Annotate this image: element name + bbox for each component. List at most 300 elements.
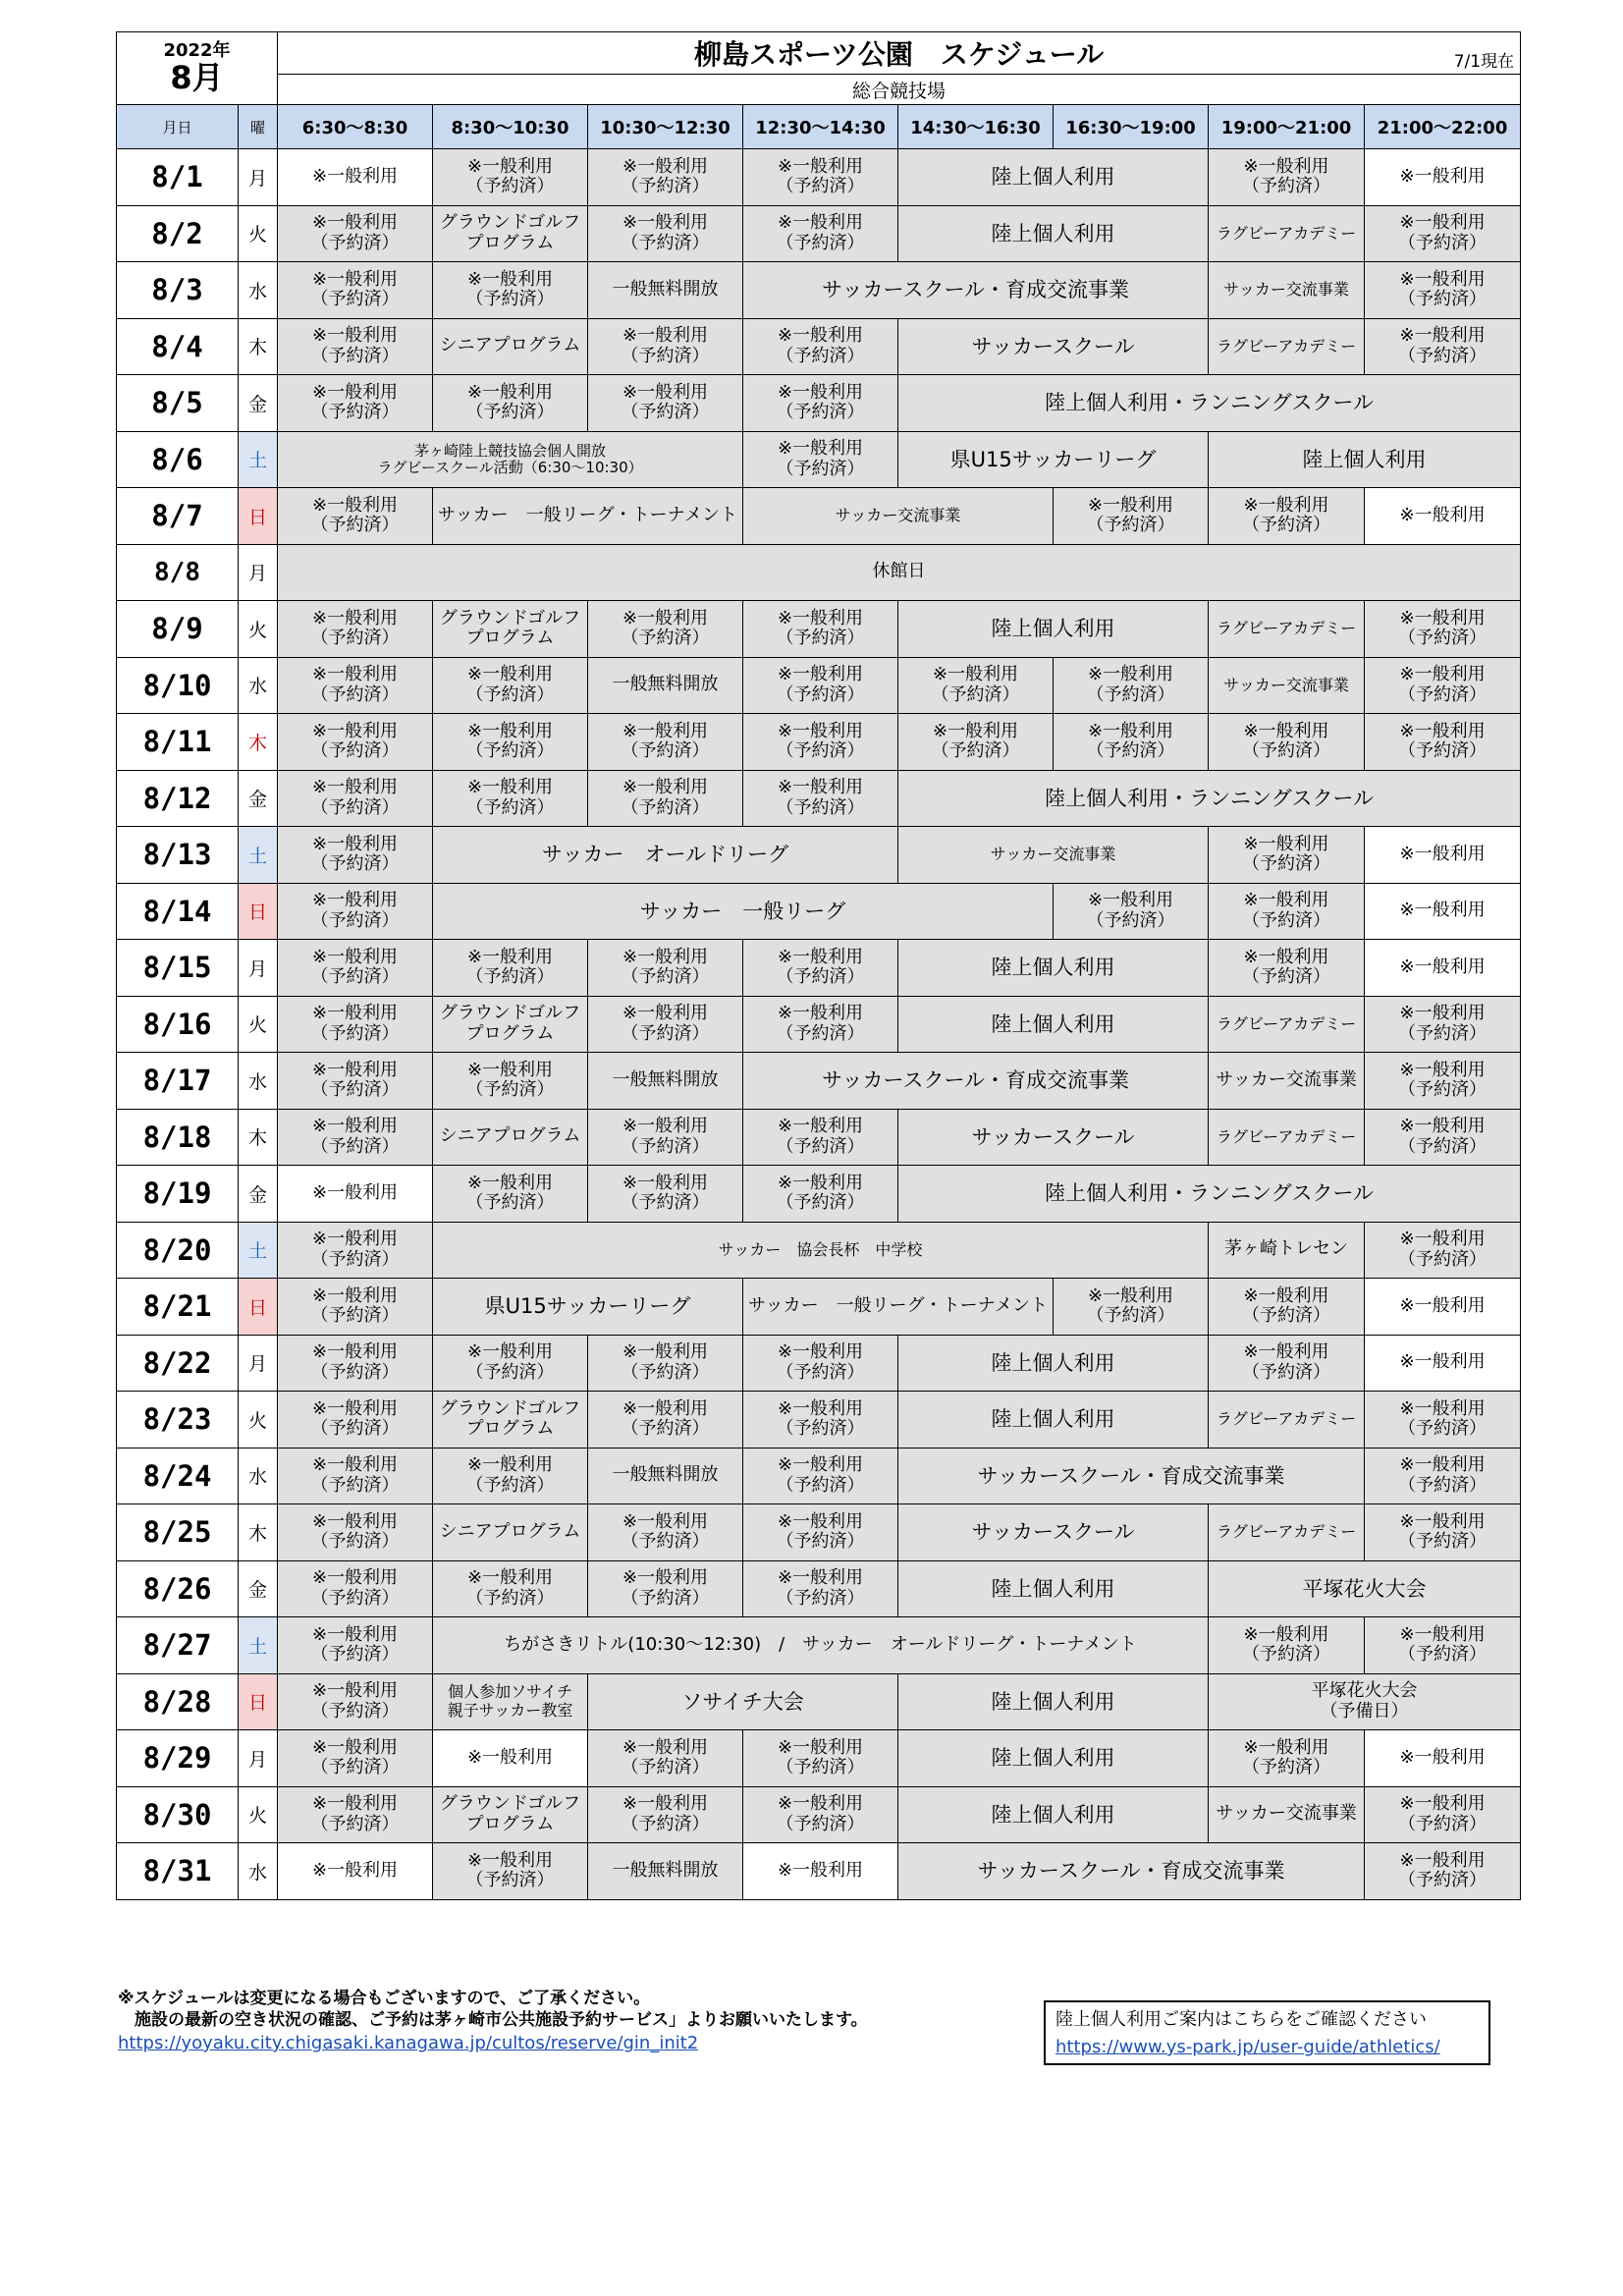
- booking-cell: [743, 1560, 898, 1617]
- booking-text: サッカー 協会長杯 中学校: [718, 1239, 923, 1259]
- booking-cell: [1209, 1335, 1365, 1392]
- booking-text: （予約済）: [621, 1757, 710, 1778]
- booking-cell: [743, 1392, 898, 1449]
- date-cell: 8/18: [117, 1109, 239, 1166]
- date-cell: 8/11: [117, 714, 239, 771]
- booking-text: グラウンドゴルフ: [439, 1003, 581, 1024]
- booking-cell: [1365, 1504, 1521, 1561]
- booking-text: サッカースクール・育成交流事業: [821, 1068, 1130, 1093]
- booking-cell: [1365, 149, 1521, 206]
- booking-text: 一般無料開放: [612, 1859, 719, 1881]
- booking-text: 陸上個人利用: [991, 1350, 1115, 1375]
- booking-text: ラグビーアカデミー: [1216, 336, 1357, 355]
- date-cell: 8/3: [117, 262, 239, 319]
- booking-text: （予約済）: [310, 683, 400, 705]
- booking-cell: [743, 262, 1209, 319]
- booking-text: ※一般利用: [311, 890, 399, 911]
- schedule-row: [117, 1673, 1521, 1730]
- booking-text: （予約済）: [776, 1022, 865, 1044]
- booking-text: 休館日: [872, 561, 926, 582]
- booking-text: ※一般利用: [466, 381, 554, 403]
- booking-cell: [433, 205, 588, 262]
- booking-text: （予約済）: [776, 1418, 865, 1440]
- booking-text: ※一般利用: [311, 1680, 399, 1702]
- booking-cell: [433, 1166, 588, 1223]
- booking-text: ※一般利用: [622, 1116, 709, 1137]
- booking-cell: [278, 1109, 433, 1166]
- booking-text: ※一般利用: [1243, 1341, 1329, 1363]
- booking-text: 陸上個人利用: [991, 165, 1115, 190]
- booking-text: ※一般利用: [622, 1793, 709, 1815]
- booking-cell: [1209, 1786, 1365, 1843]
- booking-text: （予約済）: [310, 628, 400, 649]
- schedule-row: [117, 770, 1521, 827]
- booking-cell: [1365, 1843, 1521, 1900]
- booking-cell: [1365, 601, 1521, 658]
- booking-text: （予約済）: [310, 853, 400, 875]
- booking-cell: [898, 1673, 1209, 1730]
- booking-cell: [278, 544, 1521, 601]
- booking-text: ※一般利用: [1243, 890, 1329, 911]
- booking-cell: [898, 149, 1209, 206]
- booking-cell: [588, 1843, 743, 1900]
- booking-cell: [278, 1222, 433, 1279]
- weekday-column-header: 曜: [239, 105, 278, 149]
- booking-cell: [1365, 1392, 1521, 1449]
- schedule-row: [117, 1448, 1521, 1504]
- booking-text: ※一般利用: [777, 946, 864, 967]
- booking-text: ※一般利用: [466, 720, 554, 741]
- weekday-cell: 水: [239, 657, 278, 714]
- booking-text: ※一般利用: [311, 381, 399, 403]
- booking-text: ※一般利用: [1399, 1059, 1486, 1080]
- booking-text: ※一般利用: [311, 1793, 399, 1815]
- booking-text: （予約済）: [776, 1361, 865, 1383]
- booking-text: ※一般利用: [466, 268, 554, 290]
- booking-text: ※一般利用: [1399, 325, 1486, 347]
- booking-text: ※一般利用: [622, 1003, 709, 1024]
- booking-cell: [743, 1448, 898, 1504]
- booking-cell: [1365, 996, 1521, 1053]
- booking-text: （予約済）: [621, 1135, 710, 1157]
- schedule-row: [117, 1504, 1521, 1561]
- schedule-row: [117, 1617, 1521, 1674]
- date-cell: 8/1: [117, 149, 239, 206]
- booking-text: （予約済）: [310, 1757, 400, 1778]
- booking-text: （予約済）: [310, 1135, 400, 1157]
- booking-text: ※一般利用: [777, 212, 864, 234]
- booking-cell: [278, 1335, 433, 1392]
- weekday-cell: 金: [239, 1166, 278, 1223]
- booking-text: （予約済）: [621, 176, 710, 197]
- booking-cell: [1209, 657, 1365, 714]
- booking-text: ※一般利用: [466, 1746, 554, 1768]
- booking-text: ※一般利用: [311, 777, 399, 798]
- booking-text: シニアプログラム: [439, 1520, 581, 1542]
- booking-cell: [588, 1166, 743, 1223]
- booking-text: （予約済）: [621, 796, 710, 818]
- booking-text: （予約済）: [310, 1418, 400, 1440]
- booking-text: ちがさきリトル(10:30～12:30) / サッカー オールドリーグ・トーナメント: [504, 1633, 1137, 1655]
- booking-cell: [588, 1786, 743, 1843]
- booking-cell: [1209, 1617, 1365, 1674]
- booking-text: （予約済）: [310, 402, 400, 423]
- booking-text: ※一般利用: [1087, 494, 1174, 516]
- booking-text: ※一般利用: [311, 165, 399, 187]
- booking-cell: [743, 714, 898, 771]
- booking-text: 茅ヶ崎陸上競技協会個人開放: [414, 441, 607, 460]
- booking-cell: [278, 488, 433, 545]
- booking-text: （予約済）: [1398, 1474, 1488, 1496]
- schedule-row: [117, 318, 1521, 375]
- booking-text: ラグビーアカデミー: [1216, 1013, 1357, 1033]
- booking-cell: [433, 1279, 743, 1336]
- booking-cell: [743, 488, 1054, 545]
- booking-text: プログラム: [465, 1418, 555, 1440]
- booking-text: （予約済）: [776, 1587, 865, 1609]
- booking-text: ※一般利用: [622, 325, 709, 347]
- booking-text: ※一般利用: [311, 1510, 399, 1532]
- booking-text: （予約済）: [465, 1870, 555, 1891]
- schedule-row: [117, 431, 1521, 488]
- booking-text: ラグビーアカデミー: [1216, 1522, 1357, 1542]
- booking-text: 陸上個人利用: [991, 1802, 1115, 1827]
- booking-text: （予約済）: [310, 1587, 400, 1609]
- booking-cell: [1365, 1222, 1521, 1279]
- booking-cell: [743, 996, 898, 1053]
- weekday-cell: 土: [239, 431, 278, 488]
- booking-text: （予約済）: [310, 1531, 400, 1553]
- booking-text: （予約済）: [1398, 1531, 1488, 1553]
- booking-text: （予約済）: [1242, 1757, 1331, 1778]
- booking-text: （予備日）: [1320, 1700, 1409, 1722]
- date-cell: 8/6: [117, 431, 239, 488]
- weekday-cell: 水: [239, 262, 278, 319]
- booking-text: ※一般利用: [466, 1059, 554, 1080]
- booking-cell: [433, 883, 1054, 940]
- booking-cell: [1365, 1335, 1521, 1392]
- booking-text: ※一般利用: [311, 1623, 399, 1645]
- booking-cell: [1365, 1786, 1521, 1843]
- booking-text: 陸上個人利用: [991, 1011, 1115, 1036]
- booking-cell: [433, 318, 588, 375]
- booking-text: （予約済）: [776, 232, 865, 253]
- booking-text: ※一般利用: [466, 155, 554, 177]
- booking-cell: [433, 262, 588, 319]
- booking-text: ※一般利用: [777, 1397, 864, 1419]
- booking-cell: [588, 770, 743, 827]
- booking-text: サッカースクール: [971, 1520, 1135, 1545]
- booking-cell: [1209, 431, 1521, 488]
- booking-text: （予約済）: [1086, 740, 1175, 762]
- booking-text: （予約済）: [1398, 628, 1488, 649]
- booking-cell: [743, 1279, 1054, 1336]
- date-cell: 8/15: [117, 940, 239, 997]
- as-of-date: 7/1現在: [1453, 52, 1515, 72]
- date-cell: 8/12: [117, 770, 239, 827]
- booking-text: （予約済）: [776, 1192, 865, 1214]
- booking-text: サッカー交流事業: [1216, 1068, 1357, 1090]
- booking-cell: [1365, 883, 1521, 940]
- booking-text: 陸上個人利用: [991, 956, 1115, 980]
- booking-cell: [1365, 1730, 1521, 1787]
- athletics-info-link[interactable]: https://www.ys-park.jp/user-guide/athletics/: [1055, 2037, 1440, 2057]
- booking-text: サッカー オールドリーグ: [541, 843, 789, 867]
- booking-cell: [1365, 205, 1521, 262]
- booking-text: 一般無料開放: [612, 1464, 719, 1486]
- booking-cell: [898, 375, 1521, 432]
- booking-text: 県U15サッカーリーグ: [484, 1294, 691, 1319]
- booking-cell: [898, 940, 1209, 997]
- booking-cell: [1365, 657, 1521, 714]
- date-cell: 8/28: [117, 1673, 239, 1730]
- booking-cell: [278, 1166, 433, 1223]
- weekday-cell: 日: [239, 488, 278, 545]
- reservation-link[interactable]: https://yoyaku.city.chigasaki.kanagawa.jp/cultos/reserve/gin_init2: [118, 2033, 699, 2053]
- date-cell: 8/23: [117, 1392, 239, 1449]
- booking-text: ※一般利用: [1399, 1397, 1486, 1419]
- booking-cell: [1054, 883, 1209, 940]
- booking-text: （予約済）: [465, 402, 555, 423]
- booking-cell: [1054, 714, 1209, 771]
- schedule-row: [117, 714, 1521, 771]
- booking-text: （予約済）: [1086, 515, 1175, 536]
- date-cell: 8/14: [117, 883, 239, 940]
- booking-cell: [898, 1560, 1209, 1617]
- schedule-row: [117, 262, 1521, 319]
- booking-text: ※一般利用: [311, 1567, 399, 1589]
- booking-text: （予約済）: [621, 402, 710, 423]
- booking-text: ※一般利用: [622, 212, 709, 234]
- booking-cell: [1209, 1053, 1365, 1110]
- booking-cell: [433, 1504, 588, 1561]
- booking-cell: [433, 1222, 1209, 1279]
- booking-text: （予約済）: [1086, 683, 1175, 705]
- date-column-header: 月日: [117, 105, 239, 149]
- booking-text: サッカースクール・育成交流事業: [821, 278, 1130, 302]
- booking-text: ※一般利用: [466, 1172, 554, 1193]
- booking-text: （予約済）: [310, 515, 400, 536]
- booking-cell: [898, 996, 1209, 1053]
- year-label: 2022年: [163, 40, 231, 61]
- booking-text: （予約済）: [1398, 1079, 1488, 1101]
- booking-cell: [433, 1786, 588, 1843]
- booking-cell: [1365, 714, 1521, 771]
- schedule-row: [117, 657, 1521, 714]
- booking-text: シニアプログラム: [439, 335, 581, 356]
- booking-text: ※一般利用: [311, 664, 399, 685]
- schedule-row: [117, 1392, 1521, 1449]
- booking-text: （予約済）: [776, 458, 865, 479]
- booking-cell: [433, 940, 588, 997]
- booking-text: ※一般利用: [622, 1736, 709, 1758]
- booking-cell: [898, 714, 1054, 771]
- booking-cell: [1209, 1730, 1365, 1787]
- schedule-row: [117, 205, 1521, 262]
- booking-text: ※一般利用: [777, 438, 864, 460]
- weekday-cell: 土: [239, 1617, 278, 1674]
- schedule-table: [116, 31, 1521, 1900]
- time-slot-header: 19:00～21:00: [1209, 105, 1365, 149]
- booking-text: （予約済）: [1398, 1813, 1488, 1834]
- booking-cell: [278, 205, 433, 262]
- date-cell: 8/20: [117, 1222, 239, 1279]
- booking-text: ※一般利用: [1243, 494, 1329, 516]
- weekday-cell: 日: [239, 1673, 278, 1730]
- booking-cell: [433, 1617, 1209, 1674]
- column-header-row: [117, 105, 1521, 149]
- booking-cell: [898, 318, 1209, 375]
- booking-text: ※一般利用: [777, 1454, 864, 1476]
- booking-text: サッカースクール: [971, 1124, 1135, 1149]
- booking-text: ※一般利用: [777, 720, 864, 741]
- booking-cell: [743, 1335, 898, 1392]
- booking-cell: [278, 714, 433, 771]
- booking-cell: [898, 1392, 1209, 1449]
- date-cell: 8/24: [117, 1448, 239, 1504]
- time-slot-header: 14:30～16:30: [898, 105, 1054, 149]
- booking-text: （予約済）: [931, 740, 1020, 762]
- booking-text: ※一般利用: [311, 607, 399, 629]
- booking-text: （予約済）: [465, 966, 555, 988]
- booking-cell: [278, 1786, 433, 1843]
- booking-cell: [1365, 827, 1521, 884]
- booking-text: ※一般利用: [777, 1172, 864, 1193]
- booking-cell: [588, 940, 743, 997]
- booking-cell: [1365, 1448, 1521, 1504]
- booking-text: （予約済）: [465, 1474, 555, 1496]
- booking-text: （予約済）: [465, 1192, 555, 1214]
- date-cell: 8/31: [117, 1843, 239, 1900]
- booking-cell: [1365, 262, 1521, 319]
- weekday-cell: 火: [239, 1786, 278, 1843]
- booking-cell: [278, 827, 433, 884]
- booking-text: ラグビースクール活動（6:30～10:30）: [377, 458, 643, 476]
- booking-cell: [433, 1730, 588, 1787]
- schedule-row: [117, 883, 1521, 940]
- booking-cell: [433, 601, 588, 658]
- booking-text: （予約済）: [776, 1757, 865, 1778]
- booking-text: （予約済）: [621, 1418, 710, 1440]
- booking-text: ※一般利用: [777, 1793, 864, 1815]
- booking-text: （予約済）: [1398, 289, 1488, 310]
- booking-cell: [278, 318, 433, 375]
- booking-cell: [433, 488, 743, 545]
- date-cell: 8/22: [117, 1335, 239, 1392]
- weekday-cell: 土: [239, 827, 278, 884]
- booking-text: ※一般利用: [311, 1116, 399, 1137]
- booking-text: ラグビーアカデミー: [1216, 223, 1357, 243]
- booking-text: （予約済）: [1398, 232, 1488, 253]
- footnote-line-2: 施設の最新の空き状況の確認、ご予約は茅ヶ崎市公共施設予約サービス」よりお願いいたします。: [118, 2010, 868, 2030]
- booking-cell: [1209, 205, 1365, 262]
- booking-text: サッカー 一般リーグ・トーナメント: [748, 1294, 1048, 1316]
- booking-text: （予約済）: [465, 289, 555, 310]
- booking-cell: [588, 601, 743, 658]
- athletics-info-box: [1044, 2000, 1490, 2065]
- booking-text: ※一般利用: [622, 1510, 709, 1532]
- booking-text: （予約済）: [1398, 683, 1488, 705]
- booking-text: ※一般利用: [1399, 956, 1486, 977]
- booking-cell: [743, 1166, 898, 1223]
- date-cell: 8/9: [117, 601, 239, 658]
- booking-text: グラウンドゴルフ: [439, 1793, 581, 1815]
- booking-cell: [433, 149, 588, 206]
- booking-cell: [433, 770, 588, 827]
- booking-text: 茅ヶ崎トレセン: [1224, 1238, 1349, 1260]
- booking-cell: [278, 1504, 433, 1561]
- date-cell: 8/2: [117, 205, 239, 262]
- booking-text: プログラム: [465, 232, 555, 253]
- booking-text: プログラム: [465, 628, 555, 649]
- booking-text: ※一般利用: [1087, 890, 1174, 911]
- booking-text: ※一般利用: [466, 664, 554, 685]
- weekday-cell: 月: [239, 1730, 278, 1787]
- booking-text: 県U15サッカーリーグ: [949, 447, 1157, 471]
- booking-text: ※一般利用: [777, 325, 864, 347]
- booking-text: サッカー 一般リーグ・トーナメント: [438, 504, 737, 525]
- date-cell: 8/10: [117, 657, 239, 714]
- schedule-row: [117, 1109, 1521, 1166]
- booking-text: ※一般利用: [777, 1736, 864, 1758]
- booking-text: ※一般利用: [1399, 212, 1486, 234]
- booking-text: ※一般利用: [1243, 1736, 1329, 1758]
- booking-text: グラウンドゴルフ: [439, 1397, 581, 1419]
- booking-text: （予約済）: [310, 1022, 400, 1044]
- booking-text: ※一般利用: [1399, 165, 1486, 187]
- weekday-cell: 金: [239, 375, 278, 432]
- booking-cell: [898, 657, 1054, 714]
- booking-cell: [1365, 1053, 1521, 1110]
- schedule-row: [117, 1730, 1521, 1787]
- booking-text: プログラム: [465, 1022, 555, 1044]
- schedule-row: [117, 1560, 1521, 1617]
- booking-text: シニアプログラム: [439, 1125, 581, 1147]
- booking-text: ラグビーアカデミー: [1216, 1126, 1357, 1146]
- weekday-cell: 月: [239, 544, 278, 601]
- booking-text: ※一般利用: [1399, 1849, 1486, 1871]
- booking-text: ※一般利用: [311, 1859, 399, 1881]
- booking-cell: [1209, 996, 1365, 1053]
- booking-cell: [898, 1843, 1365, 1900]
- booking-cell: [433, 714, 588, 771]
- booking-text: （予約済）: [465, 1587, 555, 1609]
- booking-cell: [743, 940, 898, 997]
- booking-text: グラウンドゴルフ: [439, 607, 581, 629]
- booking-text: （予約済）: [310, 1079, 400, 1101]
- weekday-cell: 木: [239, 318, 278, 375]
- booking-cell: [743, 318, 898, 375]
- booking-cell: [1365, 318, 1521, 375]
- booking-cell: [588, 205, 743, 262]
- booking-cell: [278, 940, 433, 997]
- booking-text: （予約済）: [776, 176, 865, 197]
- booking-text: 平塚花火大会: [1302, 1576, 1427, 1601]
- booking-text: （予約済）: [310, 1813, 400, 1834]
- booking-text: ラグビーアカデミー: [1216, 619, 1357, 638]
- booking-text: （予約済）: [1086, 1305, 1175, 1327]
- booking-cell: [433, 1560, 588, 1617]
- booking-text: ※一般利用: [311, 1397, 399, 1419]
- booking-text: ※一般利用: [777, 1341, 864, 1363]
- booking-text: ※一般利用: [466, 1849, 554, 1871]
- booking-text: ※一般利用: [1399, 1229, 1486, 1250]
- booking-text: （予約済）: [1242, 1305, 1331, 1327]
- booking-cell: [433, 657, 588, 714]
- booking-text: 陸上個人利用: [1302, 447, 1427, 471]
- booking-text: （予約済）: [310, 740, 400, 762]
- booking-cell: [588, 149, 743, 206]
